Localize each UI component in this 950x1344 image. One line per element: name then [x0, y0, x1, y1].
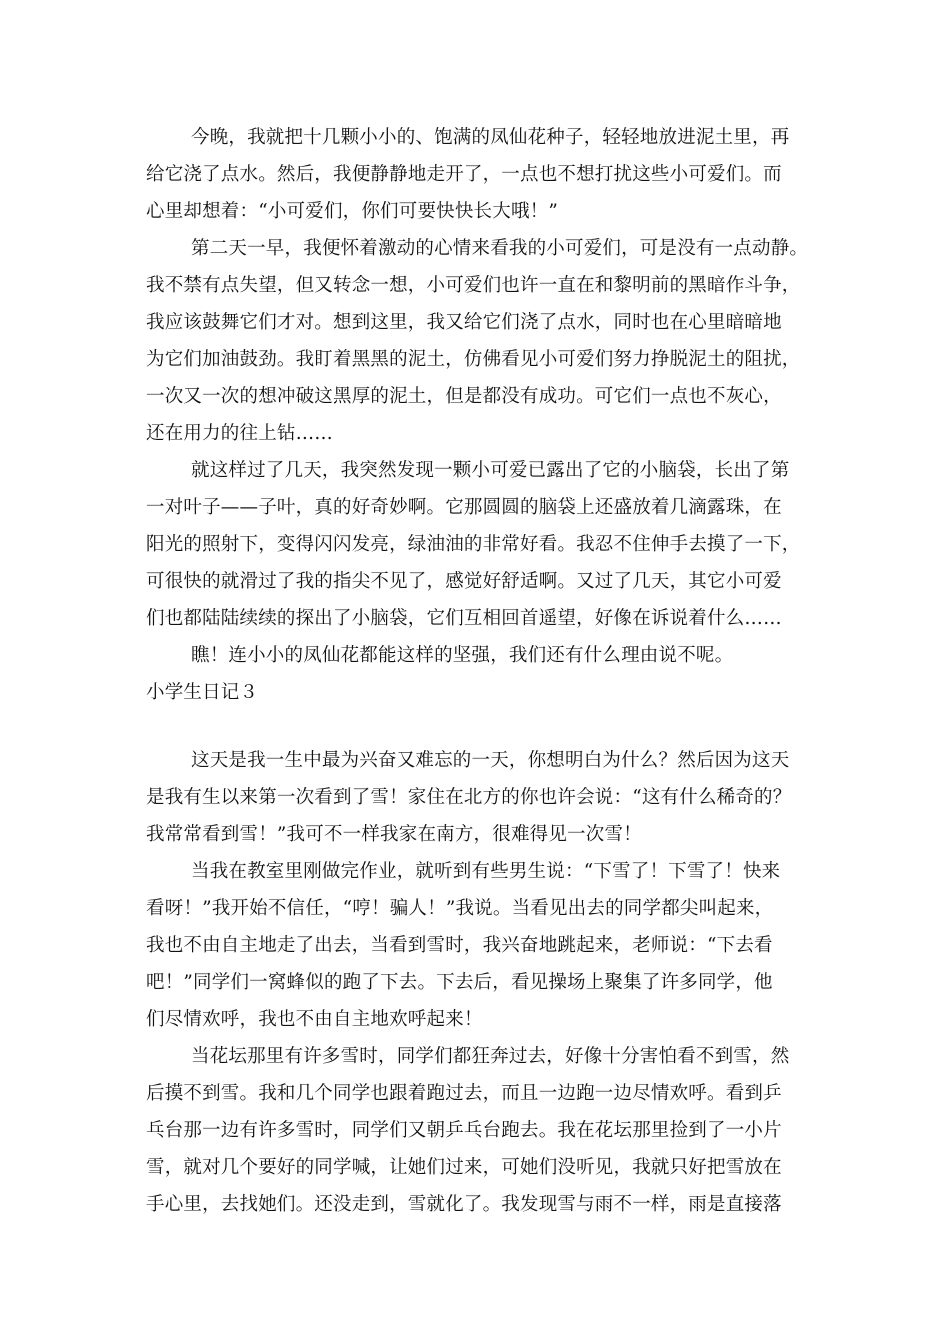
paragraph-line: 乓台那一边有许多雪时，同学们又朝乒乓台跑去。我在花坛那里捡到了一小片 [146, 1120, 782, 1141]
section-heading: 小学生日记３ [146, 682, 259, 703]
paragraph-line: 我不禁有点失望，但又转念一想，小可爱们也许一直在和黎明前的黑暗作斗争， [146, 275, 801, 296]
paragraph-line: 当我在教室里刚做完作业，就听到有些男生说：“下雪了！下雪了！快来 [191, 861, 781, 882]
paragraph-line: 第二天一早，我便怀着激动的心情来看我的小可爱们，可是没有一点动静。 [191, 238, 809, 259]
paragraph-line: 吧！”同学们一窝蜂似的跑了下去。下去后，看见操场上聚集了许多同学，他 [146, 972, 773, 993]
paragraph-line: 看呀！”我开始不信任，“哼！骗人！”我说。当看见出去的同学都尖叫起来， [146, 898, 774, 919]
paragraph-line: 为它们加油鼓劲。我盯着黑黑的泥土，仿佛看见小可爱们努力挣脱泥土的阻扰， [146, 349, 801, 370]
paragraph-line: 今晚，我就把十几颗小小的、饱满的凤仙花种子，轻轻地放进泥土里，再 [191, 127, 790, 148]
paragraph-line: 们尽情欢呼，我也不由自主地欢呼起来！ [146, 1009, 483, 1030]
paragraph-line: 给它浇了点水。然后，我便静静地走开了，一点也不想打扰这些小可爱们。而 [146, 164, 782, 185]
paragraph-line: 可很快的就滑过了我的指尖不见了，感觉好舒适啊。又过了几天，其它小可爱 [146, 571, 782, 592]
paragraph-line: 这天是我一生中最为兴奋又难忘的一天，你想明白为什么？然后因为这天 [191, 750, 790, 771]
paragraph-line: 瞧！连小小的凤仙花都能这样的坚强，我们还有什么理由说不呢。 [191, 645, 734, 666]
paragraph-line: 雪，就对几个要好的同学喊，让她们过来，可她们没听见，我就只好把雪放在 [146, 1157, 782, 1178]
paragraph-line: 我也不由自主地走了出去，当看到雪时，我兴奋地跳起来，老师说：“下去看 [146, 935, 773, 956]
paragraph-line: 一次又一次的想冲破这黑厚的泥土，但是都没有成功。可它们一点也不灰心， [146, 386, 782, 407]
paragraph-line: 后摸不到雪。我和几个同学也跟着跑过去，而且一边跑一边尽情欢呼。看到乒 [146, 1083, 782, 1104]
paragraph-line: 还在用力的往上钻…… [146, 423, 334, 444]
paragraph-line: 心里却想着：“小可爱们，你们可要快快长大哦！” [146, 201, 559, 222]
paragraph-line: 阳光的照射下，变得闪闪发亮，绿油油的非常好看。我忍不住伸手去摸了一下， [146, 534, 801, 555]
paragraph-line: 我常常看到雪！”我可不一样我家在南方，很难得见一次雪！ [146, 824, 642, 845]
paragraph-line: 一对叶子——子叶，真的好奇妙啊。它那圆圆的脑袋上还盛放着几滴露珠，在 [146, 497, 782, 518]
paragraph-line: 是我有生以来第一次看到了雪！家住在北方的你也许会说：“这有什么稀奇的？ [146, 787, 792, 808]
paragraph-line: 手心里，去找她们。还没走到，雪就化了。我发现雪与雨不一样，雨是直接落 [146, 1194, 782, 1215]
paragraph-line: 们也都陆陆续续的探出了小脑袋，它们互相回首遥望，好像在诉说着什么…… [146, 608, 782, 629]
paragraph-line: 当花坛那里有许多雪时，同学们都狂奔过去，好像十分害怕看不到雪，然 [191, 1046, 790, 1067]
paragraph-line: 我应该鼓舞它们才对。想到这里，我又给它们浇了点水，同时也在心里暗暗地 [146, 312, 782, 333]
paragraph-line: 就这样过了几天，我突然发现一颗小可爱已露出了它的小脑袋，长出了第 [191, 460, 790, 481]
